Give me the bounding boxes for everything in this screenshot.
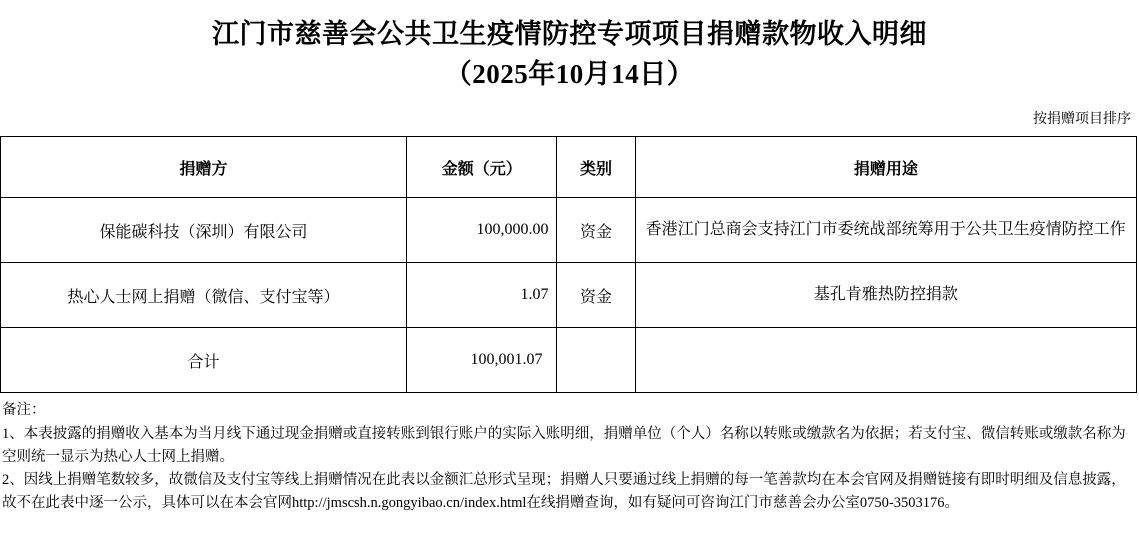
cell-total-type bbox=[557, 328, 635, 393]
header-donor: 捐赠方 bbox=[1, 137, 407, 198]
cell-donor: 热心人士网上捐赠（微信、支付宝等） bbox=[1, 263, 407, 328]
cell-amount: 1.07 bbox=[407, 263, 557, 328]
cell-purpose: 香港江门总商会支持江门市委统战部统筹用于公共卫生疫情防控工作 bbox=[635, 198, 1136, 263]
cell-type: 资金 bbox=[557, 198, 635, 263]
cell-total-label: 合计 bbox=[1, 328, 407, 393]
remarks-line-1: 1、本表披露的捐赠收入基本为当月线下通过现金捐赠或直接转账到银行账户的实际入账明细，捐赠单位（个人）名称以转账或缴款名为依据；若支付宝、微信转账或缴款名称为空则统一显示为热心人士网上捐赠。 bbox=[2, 426, 1126, 465]
table-row bbox=[1, 263, 1137, 328]
cell-total-amount: 100,001.07 bbox=[407, 328, 557, 393]
remarks-block bbox=[0, 393, 1139, 515]
cell-total-purpose bbox=[635, 328, 1136, 393]
cell-amount: 100,000.00 bbox=[407, 198, 557, 263]
remarks-line-2: 2、因线上捐赠笔数较多，故微信及支付宝等线上捐赠情况在此表以金额汇总形式呈现；捐赠人只要通过线上捐赠的每一笔善款均在本会官网及捐赠链接有即时明细及信息披露，故不在此表中逐一公示，具体可以在本会官网http://jmscsh.n.gongyibao.cn/index.html在线捐赠查询，如有疑问可咨询江门市慈善会办公室0750-3503176。 bbox=[2, 472, 1126, 511]
donation-table bbox=[0, 136, 1137, 393]
title-line-1: 江门市慈善会公共卫生疫情防控专项项目捐赠款物收入明细 bbox=[212, 19, 927, 49]
table-row bbox=[1, 198, 1137, 263]
cell-donor: 保能碳科技（深圳）有限公司 bbox=[1, 198, 407, 263]
sort-note: 按捐赠项目排序 bbox=[1033, 112, 1131, 127]
header-purpose: 捐赠用途 bbox=[635, 137, 1136, 198]
table-header-row bbox=[1, 137, 1137, 198]
title-line-2: （2025年10月14日） bbox=[444, 59, 695, 89]
cell-purpose: 基孔肯雅热防控捐款 bbox=[635, 263, 1136, 328]
document-title bbox=[0, 0, 1139, 94]
table-total-row bbox=[1, 328, 1137, 393]
header-amount: 金额（元） bbox=[407, 137, 557, 198]
cell-type: 资金 bbox=[557, 263, 635, 328]
header-type: 类别 bbox=[557, 137, 635, 198]
remarks-title: 备注： bbox=[2, 402, 46, 418]
